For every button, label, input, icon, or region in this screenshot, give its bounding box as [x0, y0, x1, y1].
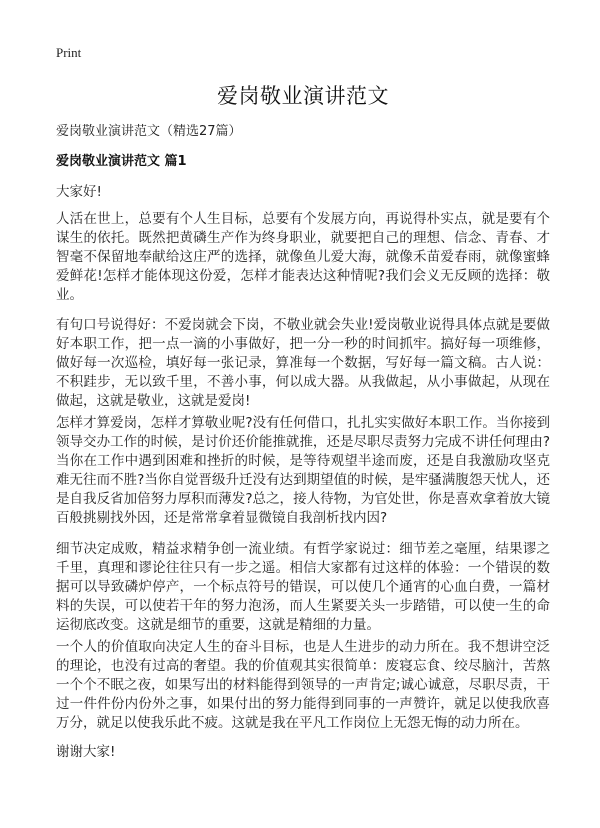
print-link[interactable]: Print — [56, 45, 82, 60]
paragraph-3: 怎样才算爱岗，怎样才算敬业呢?没有任何借口，扎扎实实做好本职工作。当你接到领导交办工作的时候，是讨价还价能推就推，还是尽职尽责努力完成不讲任何理由?当你在工作中遇到困难和挫折的时候，是等待观望半途而废，还是自我激励攻坚克难无往而不胜?当你自觉晋级升迁没有达到期望值的时候，是牢骚满腹怨天忧人，还是自我反省加倍努力厚积而薄发?总之，接人待物，为官处世，你是喜欢拿着放大镜百般挑剔找外因，还是常常拿着显微镜自我剖析找内因? — [56, 415, 550, 526]
document-title: 爱岗敬业演讲范文 — [217, 84, 389, 108]
paragraph-5: 一个人的价值取向决定人生的奋斗目标，也是人生进步的动力所在。我不想讲空泛的理论，也没有过高的奢望。我的价值观其实很简单：废寝忘食、绞尽脑汁，苦熬一个个不眠之夜，如果写出的材料能得到领导的一声肯定;诚心诚意，尽职尽责，干过一件件份内份外之事，如果付出的努力能得到同事的一声赞许，就足以使我欣喜万分，就足以使我乐此不疲。这就是我在平凡工作岗位上无怨无悔的动力所在。 — [56, 639, 550, 731]
document-subtitle: 爱岗敬业演讲范文（精选27篇） — [56, 124, 242, 139]
paragraph-4: 细节决定成败，精益求精争创一流业绩。有哲学家说过：细节差之毫厘，结果谬之千里，真理和谬论往往只有一步之遥。相信大家都有过这样的体验：一个错误的数据可以导致磷炉停产，一个标点符号的错误，可以使几个通宵的心血白费，一篇材料的失误，可以使若干年的努力泡汤，而人生紧要关头一步踏错，可以使一生的命运彻底改变。这就是细节的重要，这就是精细的力量。 — [56, 541, 550, 633]
closing-line: 谢谢大家! — [56, 744, 116, 760]
paragraph-2: 有句口号说得好：不爱岗就会下岗，不敬业就会失业!爱岗敬业说得具体点就是要做好本职工作，把一点一滴的小事做好，把一分一秒的时间抓牢。搞好每一项维修，做好每一次巡检，填好每一张记录，算准每一个数据，写好每一篇文稿。古人说：不积跬步，无以致千里，不善小事，何以成大器。从我做起，从小事做起，从现在做起，这就是敬业，这就是爱岗! — [56, 317, 550, 409]
paragraph-1: 人活在世上，总要有个人生目标，总要有个发展方向，再说得朴实点，就是要有个谋生的依托。既然把黄磷生产作为终身职业，就要把自己的理想、信念、青春、才智毫不保留地奉献给这庄严的选择，就像鱼儿爱大海，就像禾苗爱春雨，就像蜜蜂爱鲜花!怎样才能体现这份爱，怎样才能表达这种情呢?我们会义无反顾的选择：敬业。 — [56, 211, 550, 303]
greeting-line: 大家好! — [56, 184, 102, 200]
section-heading: 爱岗敬业演讲范文 篇1 — [56, 154, 187, 169]
